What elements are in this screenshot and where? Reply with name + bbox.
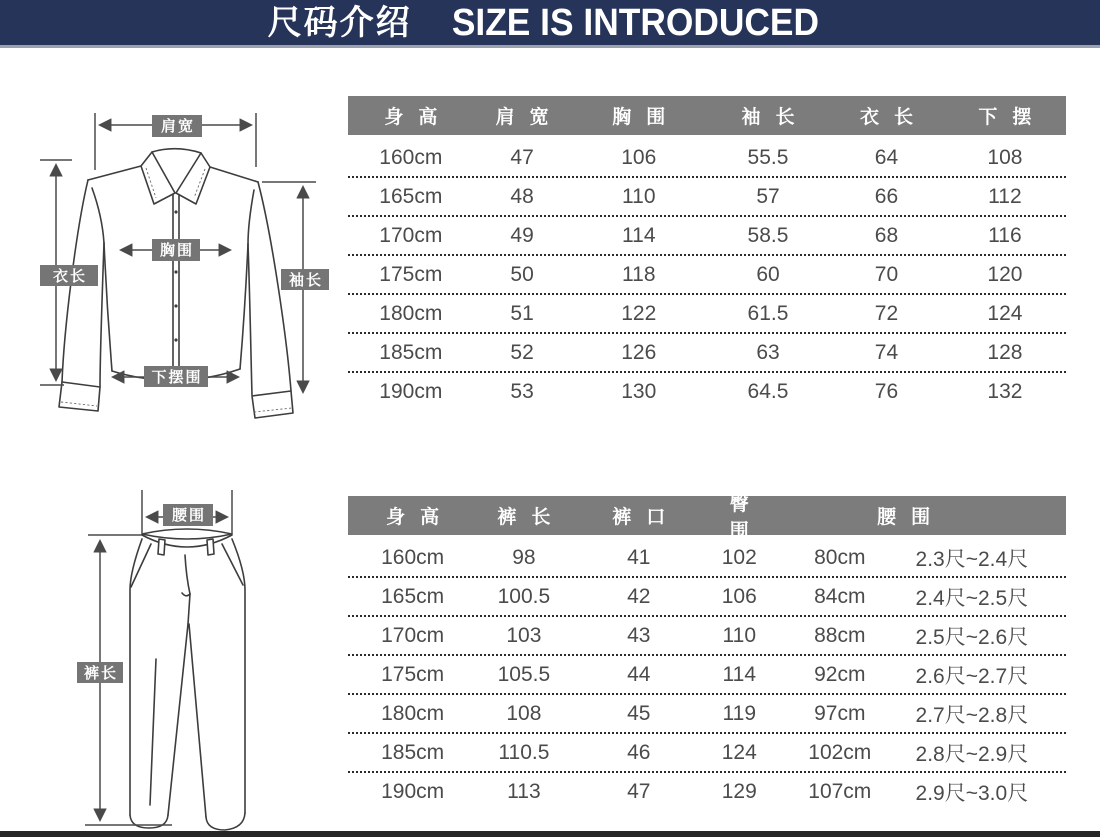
header-cell-pants-length: 裤长 <box>497 507 566 528</box>
table-cell: 97cm <box>814 701 866 725</box>
table-cell: 130 <box>621 379 657 403</box>
table-cell: 110 <box>622 184 656 208</box>
footer-bar <box>0 831 1100 837</box>
table-cell: 74 <box>874 340 899 364</box>
table-cell: 47 <box>510 145 534 169</box>
table-cell: 103 <box>506 623 542 647</box>
table-cell: 132 <box>987 379 1023 403</box>
table-cell: 165cm <box>381 584 445 608</box>
header-cell-height: 身高 <box>386 507 455 528</box>
table-cell: 98 <box>512 545 536 569</box>
table-cell: 53 <box>510 379 534 403</box>
table-cell: 110.5 <box>498 740 550 764</box>
header-cell-waist: 腰围 <box>877 507 946 528</box>
table-cell: 2.8尺~2.9尺 <box>915 742 1029 766</box>
header-cell-chest: 胸围 <box>612 107 681 128</box>
table-row <box>348 617 1066 656</box>
table-cell: 45 <box>627 701 651 725</box>
table-cell: 170cm <box>381 623 445 647</box>
table-cell: 124 <box>987 301 1023 325</box>
svg-text:下摆围: 下摆围 <box>151 369 203 386</box>
table-cell: 106 <box>721 584 757 608</box>
table-cell: 160cm <box>379 145 443 169</box>
table-cell: 42 <box>627 584 651 608</box>
title-bar <box>0 0 1100 48</box>
page-title-cn: 尺码介绍 <box>267 3 412 42</box>
table-cell: 60 <box>756 262 780 286</box>
table-cell: 110 <box>722 623 757 647</box>
page-title-en: SIZE IS INTRODUCED <box>451 1 819 44</box>
table-cell: 63 <box>756 340 780 364</box>
table-cell: 70 <box>874 262 899 286</box>
clothes-length-label <box>40 265 98 286</box>
table-cell: 126 <box>621 340 657 364</box>
table-cell: 185cm <box>379 340 443 364</box>
table-row <box>348 178 1066 217</box>
table-cell: 68 <box>874 223 899 247</box>
waist-label <box>163 504 213 526</box>
table-cell: 100.5 <box>497 584 551 608</box>
table-cell: 175cm <box>379 262 443 286</box>
table-cell: 114 <box>622 223 656 247</box>
pants-table-body <box>348 535 1066 810</box>
pants-table-header <box>348 493 1066 542</box>
table-cell: 165cm <box>379 184 443 208</box>
table-cell: 43 <box>627 623 651 647</box>
table-cell: 2.7尺~2.8尺 <box>915 703 1029 727</box>
table-cell: 106 <box>621 145 657 169</box>
pants-diagram <box>0 477 345 837</box>
shirt-table-header <box>348 96 1066 135</box>
table-cell: 88cm <box>814 623 866 647</box>
table-cell: 84cm <box>814 584 866 608</box>
table-cell: 124 <box>721 740 757 764</box>
table-row <box>348 334 1066 373</box>
table-cell: 2.9尺~3.0尺 <box>915 781 1029 805</box>
sleeve-length-label <box>281 269 329 290</box>
shirt-diagram <box>0 60 345 480</box>
table-cell: 51 <box>510 301 534 325</box>
table-cell: 129 <box>721 779 757 803</box>
table-cell: 180cm <box>381 701 445 725</box>
table-cell: 61.5 <box>747 301 789 325</box>
table-cell: 58.5 <box>747 223 789 247</box>
table-cell: 120 <box>987 262 1023 286</box>
table-cell: 112 <box>988 184 1022 208</box>
table-cell: 55.5 <box>747 145 789 169</box>
header-cell-length: 衣长 <box>859 107 928 128</box>
pants-length-label <box>77 662 123 683</box>
table-row <box>348 734 1066 773</box>
table-cell: 108 <box>506 701 542 725</box>
svg-text:袖长: 袖长 <box>288 272 324 289</box>
header-cell-hip: 臀围 <box>729 493 764 542</box>
table-cell: 119 <box>722 701 757 725</box>
table-cell: 2.5尺~2.6尺 <box>915 625 1029 649</box>
table-row <box>348 539 1066 578</box>
table-row <box>348 139 1066 178</box>
table-cell: 64 <box>874 145 899 169</box>
table-cell: 92cm <box>814 662 866 686</box>
table-cell: 107cm <box>808 779 872 803</box>
header-cell-sleeve: 袖长 <box>741 107 810 128</box>
table-row <box>348 295 1066 334</box>
svg-text:腰围: 腰围 <box>171 507 207 524</box>
header-cell-hem: 下摆 <box>978 107 1047 128</box>
table-cell: 185cm <box>381 740 445 764</box>
table-cell: 180cm <box>379 301 443 325</box>
table-cell: 118 <box>622 262 656 286</box>
shoulder-width-label <box>152 115 202 137</box>
table-row <box>348 773 1066 810</box>
table-row <box>348 578 1066 617</box>
table-cell: 72 <box>874 301 899 325</box>
header-cell-shoulder: 肩宽 <box>495 107 564 128</box>
table-row <box>348 656 1066 695</box>
table-cell: 170cm <box>379 223 443 247</box>
table-cell: 175cm <box>381 662 445 686</box>
header-cell-height: 身高 <box>384 107 453 128</box>
table-cell: 64.5 <box>747 379 789 403</box>
svg-text:衣长: 衣长 <box>52 268 88 285</box>
table-row <box>348 217 1066 256</box>
shirt-size-table <box>348 96 1066 410</box>
table-cell: 80cm <box>814 545 866 569</box>
table-cell: 48 <box>510 184 534 208</box>
table-row <box>348 256 1066 295</box>
chest-label <box>152 239 200 261</box>
table-cell: 102cm <box>808 740 872 764</box>
table-cell: 76 <box>874 379 899 403</box>
table-cell: 57 <box>756 184 780 208</box>
table-cell: 52 <box>510 340 534 364</box>
shirt-table-body <box>348 135 1066 410</box>
table-cell: 50 <box>510 262 534 286</box>
table-cell: 116 <box>988 223 1022 247</box>
table-cell: 102 <box>721 545 757 569</box>
hem-label <box>144 366 208 387</box>
header-cell-leg-opening: 裤口 <box>612 507 681 528</box>
table-cell: 2.4尺~2.5尺 <box>915 586 1029 610</box>
table-cell: 108 <box>987 145 1023 169</box>
table-cell: 122 <box>621 301 657 325</box>
table-cell: 2.3尺~2.4尺 <box>915 547 1029 571</box>
table-cell: 49 <box>510 223 534 247</box>
table-cell: 46 <box>627 740 651 764</box>
svg-text:肩宽: 肩宽 <box>160 118 196 135</box>
table-cell: 41 <box>627 545 651 569</box>
table-cell: 160cm <box>381 545 445 569</box>
table-cell: 47 <box>627 779 651 803</box>
table-row <box>348 373 1066 410</box>
table-cell: 128 <box>987 340 1023 364</box>
table-cell: 113 <box>507 779 541 803</box>
table-cell: 44 <box>627 662 651 686</box>
table-cell: 2.6尺~2.7尺 <box>915 664 1029 688</box>
table-cell: 190cm <box>379 379 443 403</box>
pants-size-table <box>348 493 1066 810</box>
table-row <box>348 695 1066 734</box>
table-cell: 114 <box>722 662 757 686</box>
svg-text:裤长: 裤长 <box>83 665 119 682</box>
pants-outline <box>130 529 245 830</box>
table-cell: 190cm <box>381 779 445 803</box>
table-cell: 66 <box>874 184 899 208</box>
svg-text:胸围: 胸围 <box>159 242 195 259</box>
table-cell: 105.5 <box>497 662 551 686</box>
